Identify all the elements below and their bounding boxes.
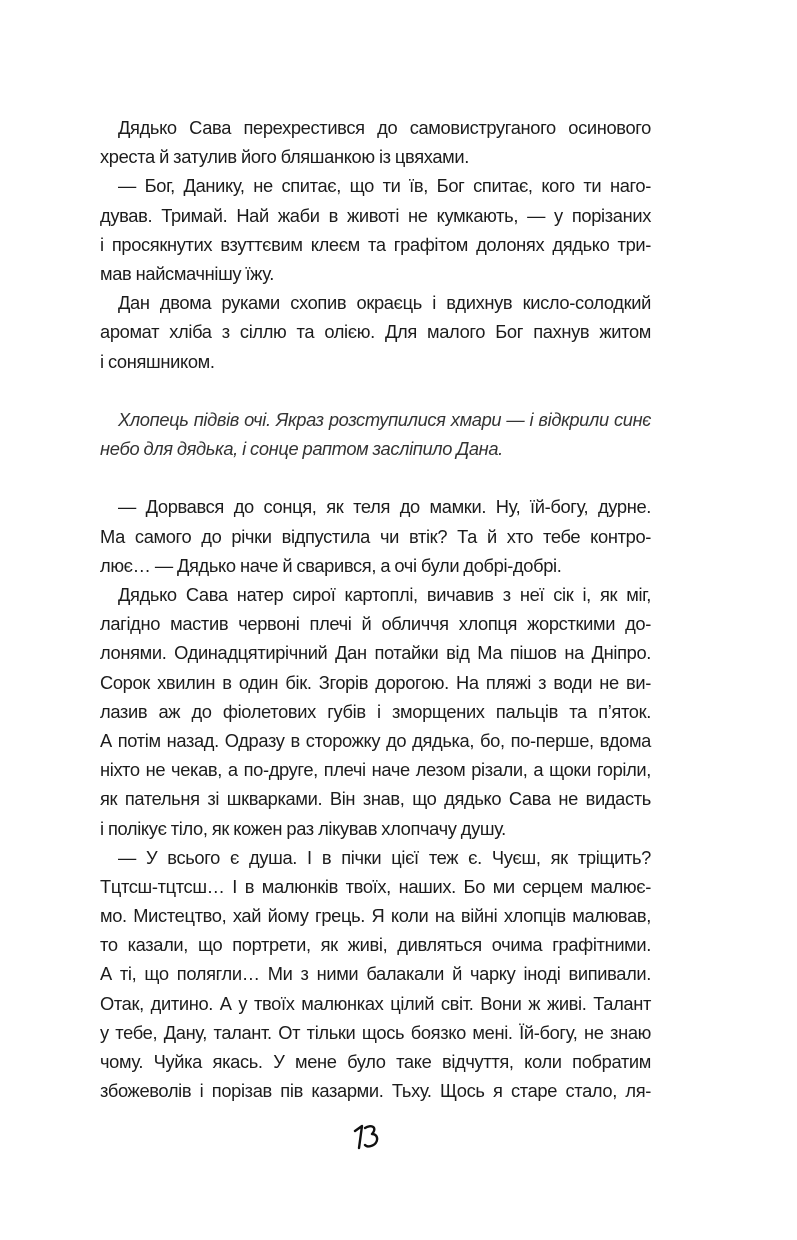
text-line: лазив аж до фіолетових губів і зморщених пальців та п’яток. [100,700,651,722]
text-line: лагідно мастив червоні плечі й обличчя хлопця жорсткими до- [100,613,651,635]
text-line: дував. Тримай. Най жаби в животі не кумкають, — у порізаних [100,204,651,226]
text-line: і полікує тіло, як кожен раз лікував хлопчачу душу. [100,817,506,839]
text-line: у тебе, Дану, талант. От тільки щось боязко мені. Їй-богу, не знаю [100,1021,651,1043]
italic-text-line: Хлопець підвів очі. Якраз розступилися хмари — і відкрили синє [118,408,651,430]
text-line: і просякнутих взуттєвим клеєм та графітом долонях дядько три- [100,233,651,255]
text-line: то казали, що портрети, як живі, дивляться очима графітними. [100,934,651,956]
text-line: Дан двома руками схопив окраєць і вдихнув кисло-солодкий [118,292,651,314]
text-line: Тцтсш-тцтсш… І в малюнків твоїх, наших. Бо ми серцем малює- [100,875,651,897]
text-line: — У всього є душа. І в пічки цієї теж є. Чуєш, як тріщить? [118,846,651,868]
text-line: аромат хліба з сіллю та олією. Для малого Бог пахнув житом [100,321,651,343]
text-line: лює… — Дядько наче й сварився, а очі були добрі-добрі. [100,554,562,576]
text-line: збожеволів і порізав пів казарми. Тьху. Щось я старе стало, ля- [100,1080,651,1102]
text-line: лонями. Одинадцятирічний Дан потайки від Ма пішов на Дніпро. [100,642,651,664]
paragraph-gap [100,376,651,405]
paragraph-gap [100,463,651,492]
page-body [100,113,651,1105]
text-line: Ма самого до річки відпустила чи втік? Та й хто тебе контро- [100,525,651,547]
text-line: і соняшником. [100,350,215,372]
text-line: — Дорвався до сонця, як теля до мамки. Ну, їй-богу, дурне. [118,496,651,518]
text-line: А ті, що полягли… Ми з ними балакали й чарку іноді випивали. [100,963,651,985]
text-line: — Бог, Данику, не спитає, що ти їв, Бог спитає, кого ти наго- [118,175,651,197]
text-line: ніхто не чекав, а по-друге, плечі наче лезом різали, а щоки горіли, [100,759,651,781]
text-line: мав найсмачнішу їжу. [100,262,274,284]
text-line: Дядько Сава перехрестився до самовиструганого осинового [118,117,651,138]
page-number-glyph [352,1122,382,1154]
text-line: Отак, дитино. А у твоїх малюнках цілий світ. Вони ж живі. Талант [100,992,651,1014]
text-line: мо. Мистецтво, хай йому грець. Я коли на війні хлопців малював, [100,905,651,927]
italic-text-line: небо для дядька, і сонце раптом засліпило Дана. [100,438,503,460]
text-line: хреста й затулив його бляшанкою із цвяхами. [100,146,469,168]
text-line: як пательня зі шкварками. Він знав, що дядько Сава не видасть [100,788,651,810]
text-line: А потім назад. Одразу в сторожку до дядька, бо, по-перше, вдома [100,729,651,751]
text-line: Сорок хвилин в один бік. Згорів дорогою. На пляжі з води не ви- [100,671,651,693]
page-number [352,1122,382,1154]
text-line: Дядько Сава натер сирої картоплі, вичавив з неї сік і, як міг, [118,584,651,605]
text-line: чому. Чуйка якась. У мене було таке відчуття, коли побратим [100,1051,651,1072]
